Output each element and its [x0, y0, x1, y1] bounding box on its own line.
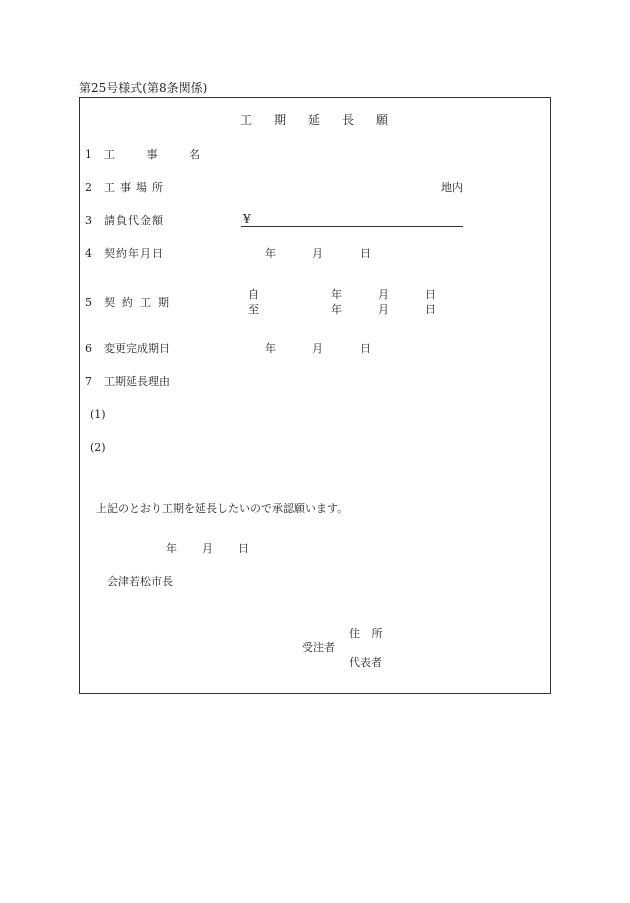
construction-site-suffix: 地内 — [441, 181, 463, 194]
request-statement: 上記のとおり工期を延長したいので承認願います。 — [96, 502, 349, 515]
period-to-day: 日 — [425, 303, 436, 316]
yen-sign: ¥ — [243, 212, 251, 226]
contract-date-year: 年 — [265, 247, 276, 260]
contract-date-day: 日 — [360, 247, 371, 260]
period-from-year: 年 — [331, 288, 342, 301]
changed-completion-label: 変更完成期日 — [104, 342, 170, 355]
extension-reason-label: 工期延長理由 — [104, 375, 170, 388]
contract-date-label: 契約年月日 — [104, 247, 164, 260]
address-label: 住 所 — [349, 627, 387, 640]
contract-amount-label: 請負代金額 — [104, 214, 164, 227]
period-to-label: 至 — [248, 303, 259, 316]
changed-completion-year: 年 — [265, 342, 276, 355]
construction-site-label: 工事場所 — [104, 181, 168, 194]
construction-name-label: 工 事 名 — [104, 148, 214, 161]
addressee: 会津若松市長 — [107, 575, 173, 588]
changed-completion-month: 月 — [312, 342, 323, 355]
changed-completion-day: 日 — [360, 342, 371, 355]
reason-item-2: (2) — [90, 441, 106, 454]
row-number-5: 5 — [85, 296, 92, 309]
reason-item-1: (1) — [90, 408, 106, 421]
form-number: 第25号様式(第8条関係) — [79, 81, 208, 95]
period-to-year: 年 — [331, 303, 342, 316]
page-title: 工期延長願 — [240, 113, 411, 127]
row-number-1: 1 — [85, 148, 92, 161]
contract-date-month: 月 — [312, 247, 323, 260]
date-year: 年 — [166, 542, 177, 555]
representative-label: 代表者 — [349, 656, 382, 669]
date-day: 日 — [238, 542, 249, 555]
row-number-2: 2 — [85, 181, 92, 194]
row-number-4: 4 — [85, 247, 92, 260]
period-from-day: 日 — [425, 288, 436, 301]
period-from-label: 自 — [248, 288, 259, 301]
row-number-7: 7 — [85, 375, 92, 388]
period-from-month: 月 — [378, 288, 389, 301]
date-month: 月 — [202, 542, 213, 555]
row-number-3: 3 — [85, 214, 92, 227]
contract-period-label: 契約工期 — [104, 296, 176, 309]
contractor-label: 受注者 — [302, 641, 335, 654]
period-to-month: 月 — [378, 303, 389, 316]
row-number-6: 6 — [85, 342, 92, 355]
amount-underline — [241, 226, 463, 227]
